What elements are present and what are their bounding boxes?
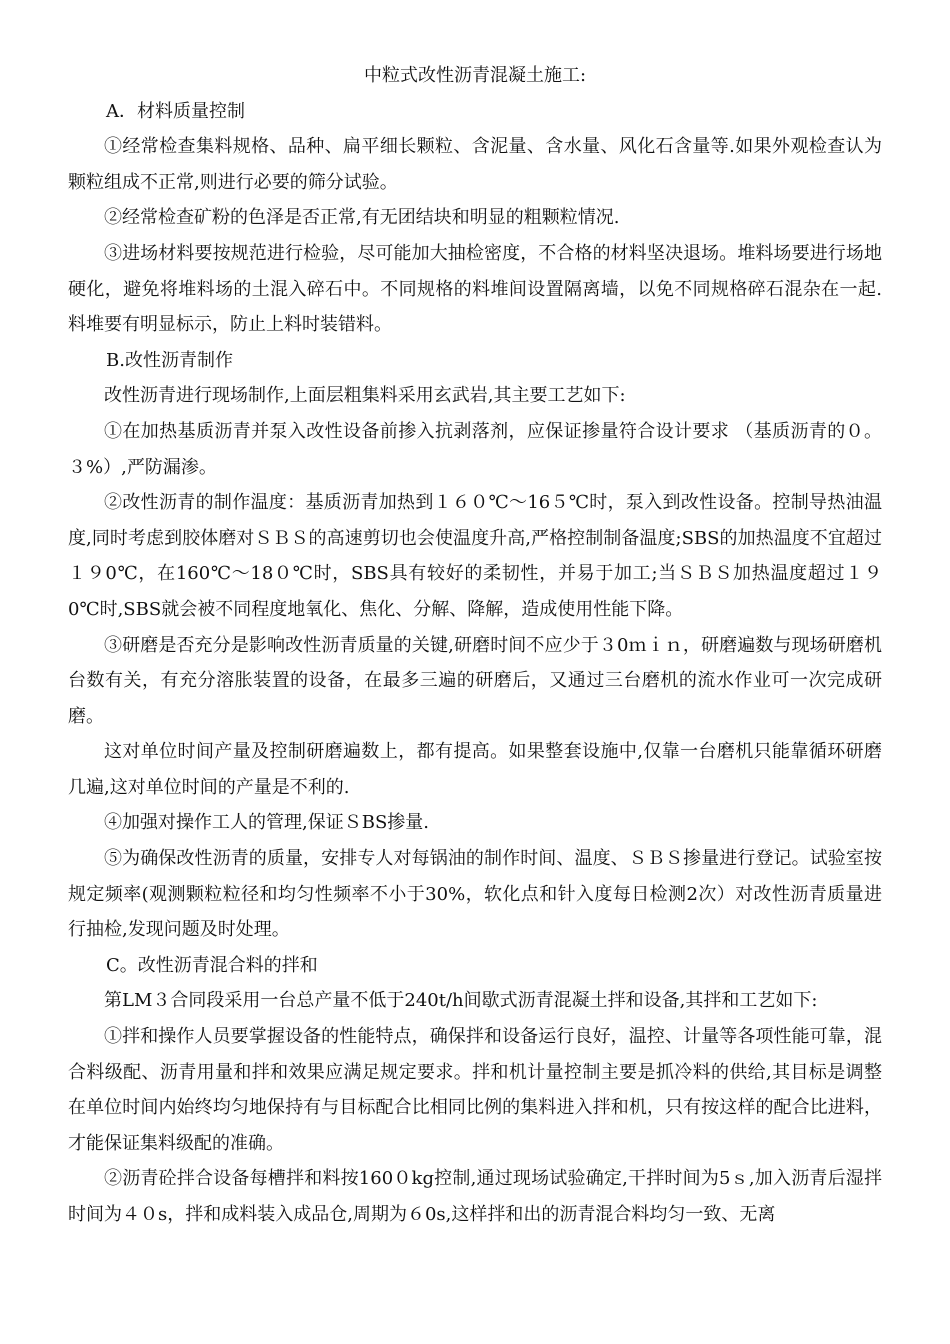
paragraph: ②经常检查矿粉的色泽是否正常,有无团结块和明显的粗颗粒情况. <box>104 207 620 229</box>
paragraph: ②沥青砼拌合设备每槽拌和料按160０kg控制,通过现场试验确定,干拌时间为5ｓ,加入沥青后湿拌时间为４０s，拌和成料装入成品仓,周期为６0s,这样拌和出的沥青混合料均匀一致、无离 <box>68 1168 882 1225</box>
paragraph: 改性沥青进行现场制作,上面层粗集料采用玄武岩,其主要工艺如下: <box>104 385 626 407</box>
paragraph: 第LM３合同段采用一台总产量不低于240t/h间歇式沥青混凝土拌和设备,其拌和工艺如下: <box>104 990 818 1012</box>
section-heading-a: A．材料质量控制 <box>106 100 245 122</box>
paragraph: ①经常检查集料规格、品种、扁平细长颗粒、含泥量、含水量、风化石含量等.如果外观检查认为颗粒组成不正常,则进行必要的筛分试验。 <box>68 136 882 193</box>
paragraph: ①在加热基质沥青并泵入改性设备前掺入抗剥落剂，应保证掺量符合设计要求 （基质沥青的０。３%）,严防漏渗。 <box>68 420 882 478</box>
section-heading-c: C。改性沥青混合料的拌和 <box>106 954 318 976</box>
paragraph: ④加强对操作工人的管理,保证ＳBS掺量. <box>104 812 430 834</box>
paragraph: ③进场材料要按规范进行检验，尽可能加大抽检密度，不合格的材料坚决退场。堆料场要进行场地硬化，避免将堆料场的土混入碎石中。不同规格的料堆间设置隔离墙，以免不同规格碎石混杂在一起.料堆要有明显标示，防止上料时装错料。 <box>68 242 882 336</box>
paragraph: ③研磨是否充分是影响改性沥青质量的关键,研磨时间不应少于３0ｍｉｎ，研磨遍数与现场研磨机台数有关，有充分溶胀装置的设备，在最多三遍的研磨后，又通过三台磨机的流水作业可一次完成研磨。 <box>68 634 882 727</box>
paragraph: ⑤为确保改性沥青的质量，安排专人对每锅油的制作时间、温度、ＳＢＳ掺量进行登记。试验室按规定频率(观测颗粒粒径和均匀性频率不小于30%，软化点和针入度每日检测2次）对改性沥青质量进行抽检,发现问题及时处理。 <box>68 848 882 941</box>
paragraph: 这对单位时间产量及控制研磨遍数上，都有提高。如果整套设施中,仅靠一台磨机只能靠循环研磨几遍,这对单位时间的产量是不利的. <box>68 741 882 798</box>
section-heading-b: B.改性沥青制作 <box>106 349 233 371</box>
document-title: 中粒式改性沥青混凝土施工: <box>363 65 587 86</box>
paragraph: ②改性沥青的制作温度：基质沥青加热到１６０℃～16５℃时，泵入到改性设备。控制导热油温度,同时考虑到胶体磨对ＳＢＳ的高速剪切也会使温度升高,严格控制制备温度;SBS的加热温度不宜超过１９0℃，在160℃～18０℃时，SBS具有较好的柔韧性，并易于加工;当ＳＢＳ加热温度超过１９0℃时,SBS就会被不同程度地氧化、焦化、分解、降解，造成使用性能下降。 <box>68 492 882 620</box>
paragraph: ①拌和操作人员要掌握设备的性能特点，确保拌和设备运行良好，温控、计量等各项性能可靠，混合料级配、沥青用量和拌和效果应满足规定要求。拌和机计量控制主要是抓冷料的供给,其目标是调整在单位时间内始终均匀地保持有与目标配合比相同比例的集料进入拌和机，只有按这样的配合比进料，才能保证集料级配的准确。 <box>68 1026 882 1154</box>
